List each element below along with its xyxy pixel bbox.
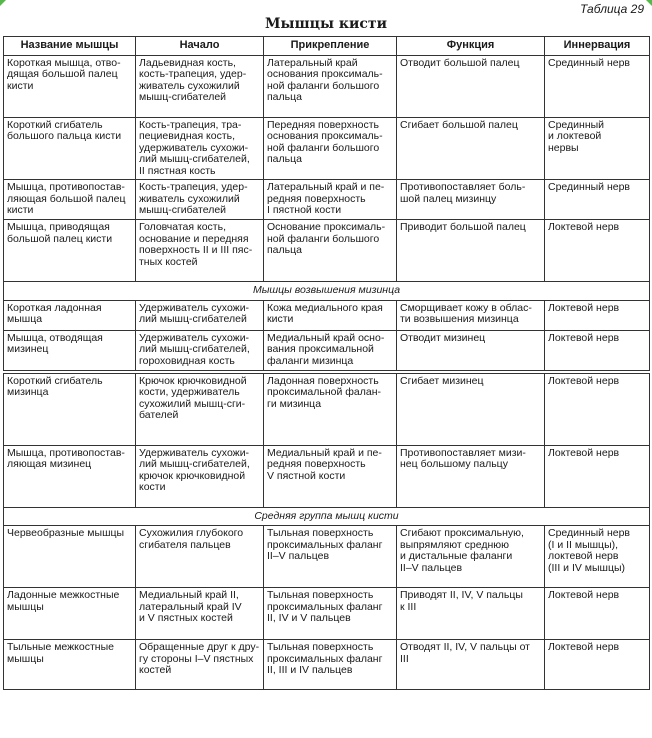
cell-origin: Удерживатель сухожи- лий мышц-сгибателей, гороховидная кость [136, 330, 264, 370]
cell-origin: Кость-трапеция, удер- живатель сухожилий мышц-сгибателей [136, 180, 264, 220]
cell-muscle-name: Короткая ладонная мышца [4, 300, 136, 330]
cell-function: Отводят II, IV, V пальцы от III [397, 640, 545, 690]
cell-innervation: Локтевой нерв [545, 640, 650, 690]
table-header-row [4, 37, 650, 56]
table-row [4, 640, 650, 690]
cell-origin: Сухожилия глубокого сгибателя пальцев [136, 526, 264, 588]
section-row [4, 507, 650, 526]
table-row [4, 300, 650, 330]
cell-insertion: Основание проксималь- ной фаланги большого пальца [264, 220, 397, 282]
section-row [4, 282, 650, 301]
cell-insertion: Тыльная поверхность проксимальных фаланг II–V пальцев [264, 526, 397, 588]
cell-origin: Удерживатель сухожи- лий мышц-сгибателей, крючок крючковидной кости [136, 445, 264, 507]
cell-origin: Крючок крючковидной кости, удерживатель сухожилий мышц-сги- бателей [136, 373, 264, 445]
column-header-origin: Начало [136, 37, 264, 56]
cell-muscle-name: Короткая мышца, отво- дящая большой палец кисти [4, 55, 136, 117]
cell-function: Сморщивает кожу в облас- ти возвышения мизинца [397, 300, 545, 330]
cell-insertion: Передняя поверхность основания проксималь- ной фаланги большого пальца [264, 117, 397, 180]
table-row [4, 445, 650, 507]
table-row [4, 220, 650, 282]
column-header-innervation: Иннервация [545, 37, 650, 56]
cell-muscle-name: Мышца, приводящая большой палец кисти [4, 220, 136, 282]
column-header-insertion: Прикрепление [264, 37, 397, 56]
cell-function: Отводит большой палец [397, 55, 545, 117]
cell-origin: Удерживатель сухожи- лий мышц-сгибателей [136, 300, 264, 330]
cell-function: Приводят II, IV, V пальцы к III [397, 588, 545, 640]
cell-function: Противопоставляет мизи- нец большому пальцу [397, 445, 545, 507]
section-heading-middle-group: Средняя группа мышц кисти [4, 507, 650, 526]
table-number: Таблица 29 [579, 2, 644, 16]
cell-innervation: Срединный нерв (I и II мышцы), локтевой нерв (III и IV мышцы) [545, 526, 650, 588]
table-row [4, 330, 650, 370]
table-row [4, 373, 650, 445]
cell-insertion: Кожа медиального края кисти [264, 300, 397, 330]
cell-innervation: Локтевой нерв [545, 445, 650, 507]
corner-accent-left [0, 0, 6, 6]
table-row [4, 55, 650, 117]
cell-innervation: Локтевой нерв [545, 300, 650, 330]
cell-origin: Ладьевидная кость, кость-трапеция, удер- живатель сухожилий мышц-сгибателей [136, 55, 264, 117]
cell-muscle-name: Червеобразные мышцы [4, 526, 136, 588]
cell-origin: Головчатая кость, основание и передняя поверхность II и III пяс- тных костей [136, 220, 264, 282]
table-row [4, 526, 650, 588]
cell-insertion: Ладонная поверхность проксимальной фалан- ги мизинца [264, 373, 397, 445]
cell-insertion: Медиальный край и пе- редняя поверхность V пястной кости [264, 445, 397, 507]
cell-muscle-name: Короткий сгибатель большого пальца кисти [4, 117, 136, 180]
table-row [4, 180, 650, 220]
cell-muscle-name: Мышца, противопостав- ляющая мизинец [4, 445, 136, 507]
column-header-function: Функция [397, 37, 545, 56]
cell-function: Противопоставляет боль- шой палец мизинцу [397, 180, 545, 220]
section-heading-hypothenar: Мышцы возвышения мизинца [4, 282, 650, 301]
table-body [4, 55, 650, 690]
cell-origin: Обращенные друг к дру- гу стороны I–V пястных костей [136, 640, 264, 690]
cell-innervation: Срединный нерв [545, 180, 650, 220]
cell-origin: Медиальный край II, латеральный край IV и V пястных костей [136, 588, 264, 640]
cell-insertion: Латеральный край и пе- редняя поверхность I пястной кости [264, 180, 397, 220]
cell-innervation: Локтевой нерв [545, 220, 650, 282]
cell-function: Сгибают проксимальную, выпрямляют среднюю и дистальные фаланги II–V пальцев [397, 526, 545, 588]
cell-muscle-name: Мышца, отводящая мизинец [4, 330, 136, 370]
cell-function: Сгибает большой палец [397, 117, 545, 180]
cell-muscle-name: Ладонные межкостные мышцы [4, 588, 136, 640]
muscles-table [3, 36, 650, 690]
cell-muscle-name: Короткий сгибатель мизинца [4, 373, 136, 445]
cell-innervation: Локтевой нерв [545, 588, 650, 640]
cell-function: Приводит большой палец [397, 220, 545, 282]
cell-insertion: Тыльная поверхность проксимальных фаланг II, III и IV пальцев [264, 640, 397, 690]
table-title: Мышцы кисти [265, 16, 387, 32]
column-header-name: Название мышцы [4, 37, 136, 56]
cell-innervation: Срединный и локтевой нервы [545, 117, 650, 180]
cell-insertion: Медиальный край осно- вания проксимальной фаланги мизинца [264, 330, 397, 370]
cell-innervation: Срединный нерв [545, 55, 650, 117]
cell-innervation: Локтевой нерв [545, 330, 650, 370]
cell-origin: Кость-трапеция, тра- пециевидная кость, удерживатель сухожи- лий мышц-сгибателей, II пястная кость [136, 117, 264, 180]
cell-innervation: Локтевой нерв [545, 373, 650, 445]
table-row [4, 588, 650, 640]
cell-function: Сгибает мизинец [397, 373, 545, 445]
cell-muscle-name: Тыльные межкостные мышцы [4, 640, 136, 690]
corner-accent-right [646, 0, 652, 6]
cell-insertion: Тыльная поверхность проксимальных фаланг II, IV и V пальцев [264, 588, 397, 640]
cell-insertion: Латеральный край основания проксималь- ной фаланги большого пальца [264, 55, 397, 117]
cell-function: Отводит мизинец [397, 330, 545, 370]
cell-muscle-name: Мышца, противопостав- ляющая большой палец кисти [4, 180, 136, 220]
table-row [4, 117, 650, 180]
